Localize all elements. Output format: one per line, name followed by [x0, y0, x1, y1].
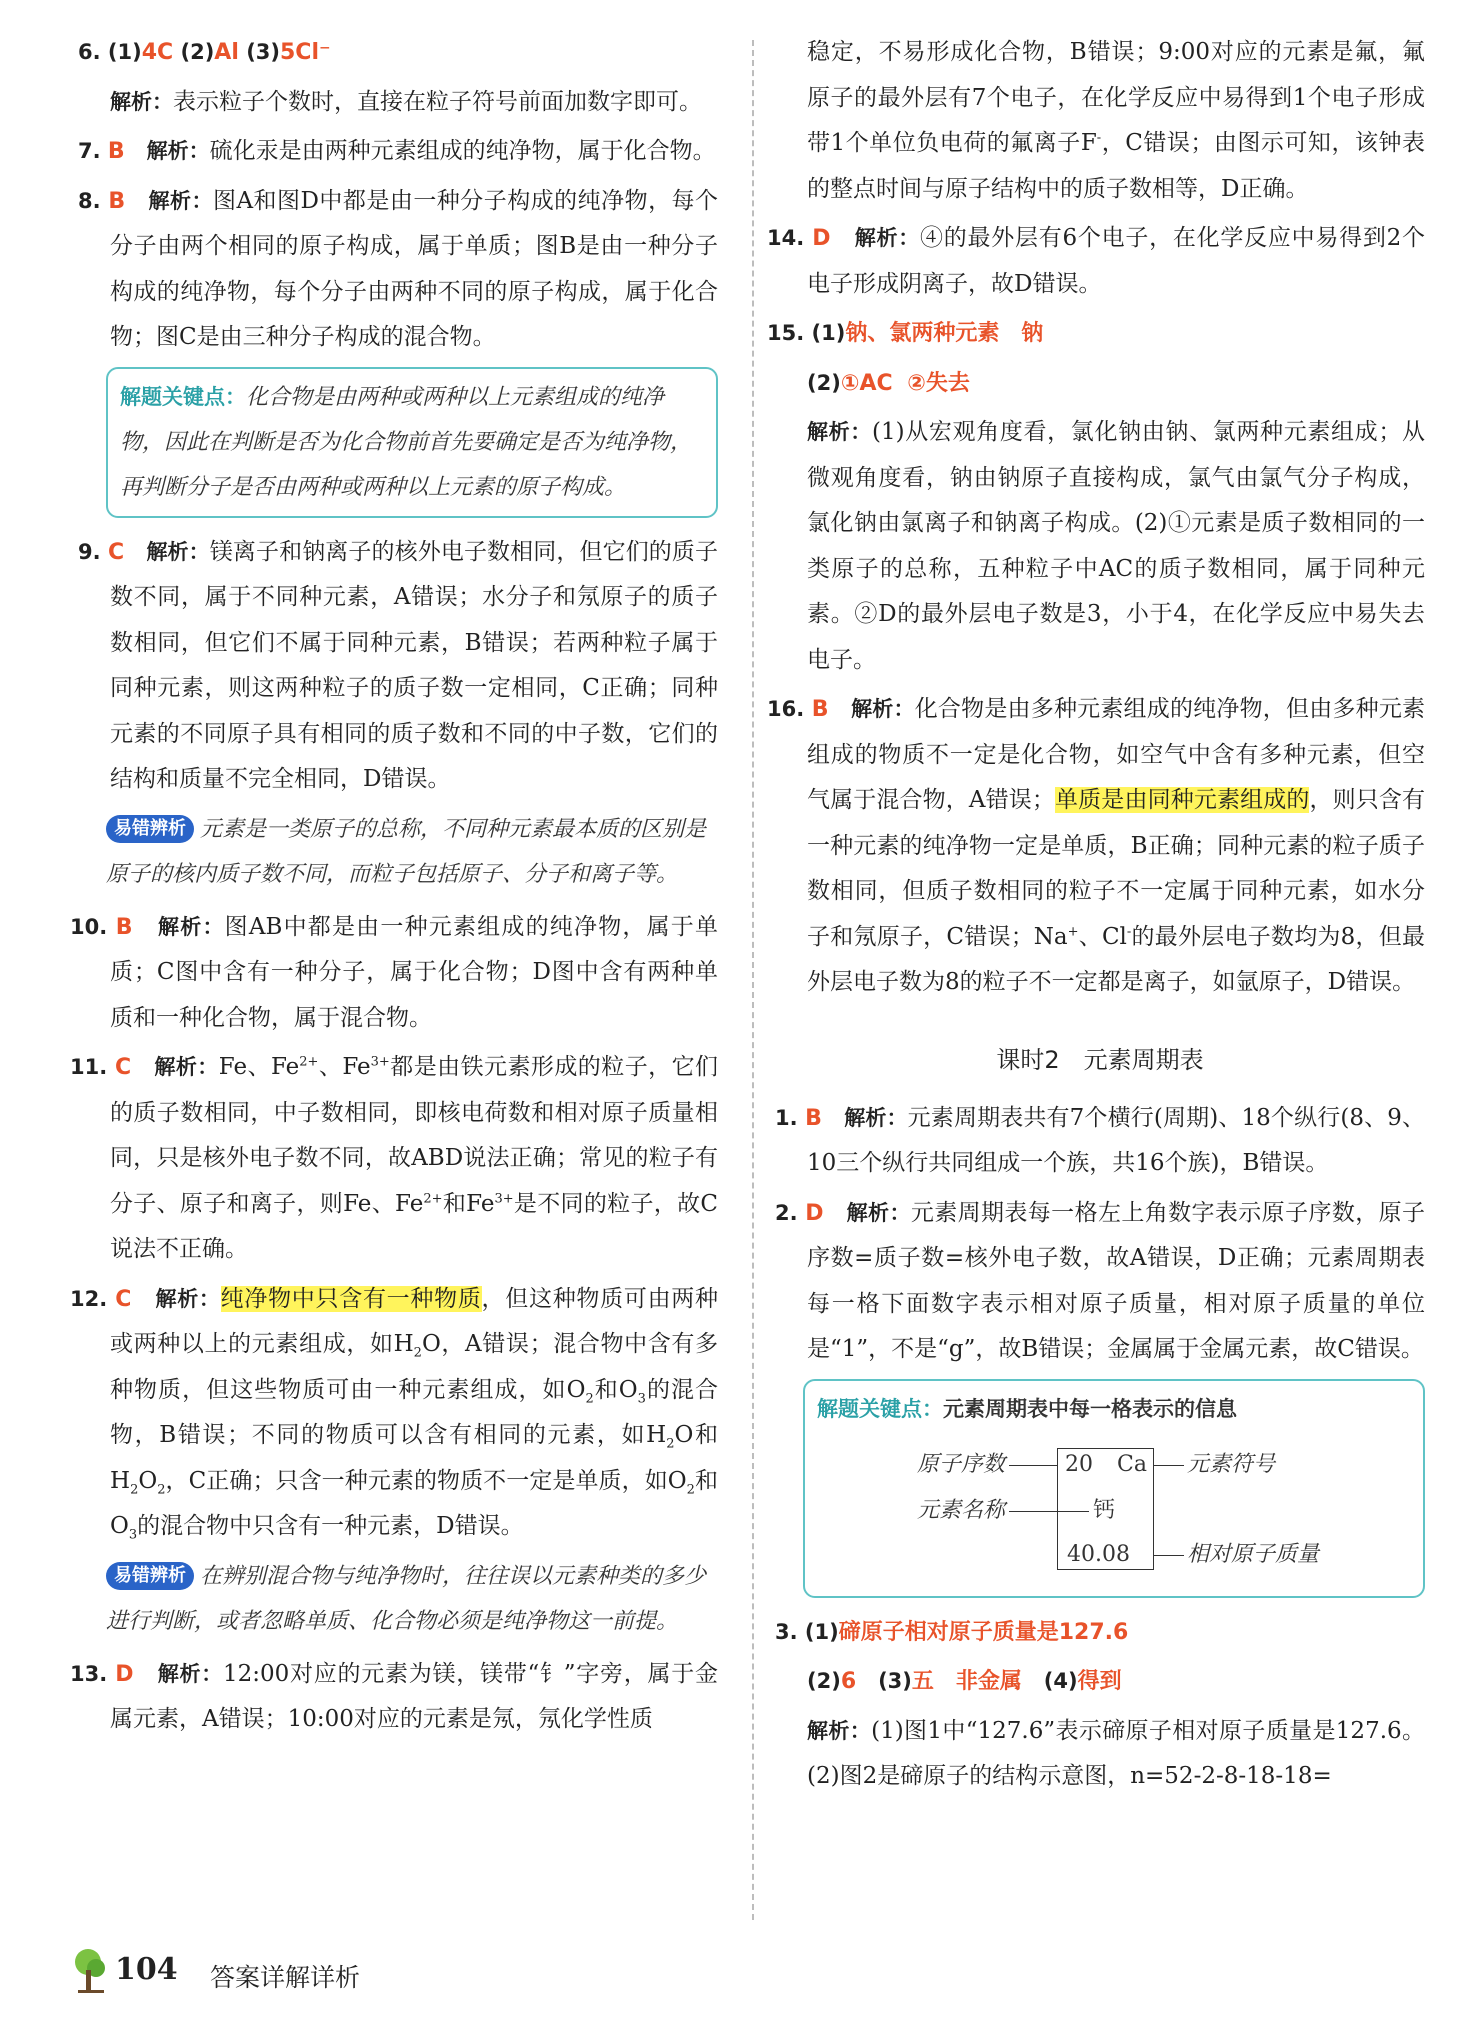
question-7: 7. B 解析：硫化汞是由两种元素组成的纯净物，属于化合物。: [78, 138, 716, 164]
element-symbol: Ca: [1117, 1451, 1147, 1477]
question-r3-explanation: 解析：(1)图1中“127.6”表示碲原子相对原子质量是127.6。(2)图2是碲原子的结构示意图，n=52-2-8-18-18=: [807, 1717, 1426, 1789]
error-analysis-badge: 易错辨析: [106, 1562, 194, 1590]
key-point-box: 解题关键点：化合物是由两种或两种以上元素组成的纯净物，因此在判断是否为化合物前首先要确定是否为纯净物，再判断分子是否由两种或两种以上元素的原子构成。: [106, 367, 718, 518]
key-point-box-periodic: 解题关键点：元素周期表中每一格表示的信息 原子序数 20 Ca 元素符号 元素名称 钙 40.08 相对原子质量: [803, 1379, 1425, 1598]
question-15-part-2: (2)①AC ②失去: [807, 370, 970, 396]
highlighted-text: 纯净物中只含有一种物质: [220, 1285, 482, 1312]
question-12: 12. C 解析：纯净物中只含有一种物质，但这种物质可由两种或两种以上的元素组成，如$H_2O$，A错误；混合物中含有多种物质，但这些物质可由一种元素组成，如$O_2$和$O_3$的混合物，B错误；不同的物质可以含有相同的元素，如$H_2O$和$H_2O_2$，C正确；只含一种元素的物质不一定是单质，如$O_2$和$O_3$的混合物中只含有一种元素，D错误。: [70, 1285, 719, 1543]
atomic-number-line: [1009, 1465, 1057, 1466]
mass-line: [1154, 1555, 1184, 1556]
question-r1: 1. B 解析：元素周期表共有7个横行(周期)、18个纵行(8、9、10三个纵行共同组成一个族，共16个族)，B错误。: [775, 1104, 1426, 1176]
question-9: 9. C 解析：镁离子和钠离子的核外电子数相同，但它们的质子数不同，属于不同种元素，A错误；水分子和氖原子的质子数相同，但它们不属于同种元素，B错误；若两种粒子属于同种元素，则这两种粒子的质子数一定相同，C正确；同种元素的不同原子具有相同的质子数和不同的中子数，它们的结构和质量不完全相同，D错误。: [78, 538, 719, 792]
relative-atomic-mass-label: 相对原子质量: [1187, 1541, 1320, 1567]
right-column: [767, 30, 1426, 1804]
question-11: 11. C 解析：Fe、$Fe^{2+}$、$Fe^{3+}$都是由铁元素形成的粒子，它们的质子数相同，中子数相同，即核电荷数和相对原子质量相同，只是核外电子数不同，故ABD说法正确；常见的粒子有分子、原子和离子，则Fe、$Fe^{2+}$和$Fe^{3+}$是不同的粒子，故C说法不正确。: [70, 1054, 719, 1262]
column-divider: [752, 40, 754, 1920]
element-name-label: 元素名称: [917, 1497, 1006, 1523]
question-r2: 2. D 解析：元素周期表每一格左上角数字表示原子序数，原子序数=质子数=核外电子数，故A错误，D正确；元素周期表每一格下面数字表示相对原子质量，相对原子质量的单位是“1”，不是“g”，故B错误；金属属于金属元素，故C错误。: [775, 1199, 1426, 1362]
periodic-cell-diagram: [817, 1440, 1411, 1590]
question-15-explanation: 解析：(1)从宏观角度看，氯化钠由钠、氯两种元素组成；从微观角度看，钠由钠原子直接构成，氯气由氯气分子构成，氯化钠由氯离子和钠离子构成。(2)①元素是质子数相同的一类原子的总称，五种粒子中AC的质子数相同，属于同种元素。②D的最外层电子数是3，小于4，在化学反应中易失去电子。: [807, 419, 1425, 673]
question-13-continued: 稳定，不易形成化合物，B错误；9:00对应的元素是氟，氟原子的最外层有7个电子，在化学反应中易得到1个电子形成带1个单位负电荷的氟离子F-，C错误；由图示可知，该钟表的整点时间与原子结构中的质子数相等，D正确。: [807, 39, 1425, 202]
footer-title: 答案详解详析: [210, 1963, 361, 1992]
atomic-number: 20: [1065, 1451, 1093, 1477]
element-name: 钙: [1093, 1497, 1116, 1523]
error-analysis-note: 易错辨析 元素是一类原子的总称，不同种元素最本质的区别是原子的核内质子数不同，而粒子包括原子、分子和离子等。: [106, 816, 707, 887]
question-r3-parts: (2)6 (3)五 非金属 (4)得到: [807, 1669, 1122, 1694]
question-8: 8. B 解析：图A和图D中都是由一种分子构成的纯净物，每个分子由两个相同的原子构成，属于单质；图B是由一种分子构成的纯净物，每个分子由两种不同的原子构成，属于化合物；图C是由三种分子构成的混合物。: [78, 187, 719, 350]
question-6-explanation: 解析：表示粒子个数时，直接在粒子符号前面加数字即可。: [110, 88, 702, 115]
left-column: [70, 30, 719, 1747]
page-number: 104: [115, 1952, 178, 1987]
question-6: 6. (1)4C (2)Al (3)5Cl⁻: [78, 40, 331, 65]
error-analysis-note-2: 易错辨析 在辨别混合物与纯净物时，往往误以元素种类的多少进行判断，或者忽略单质、化合物必须是纯净物这一前提。: [106, 1563, 707, 1634]
relative-atomic-mass: 40.08: [1067, 1541, 1130, 1567]
question-15: 15. (1)钠、氯两种元素 钠: [767, 321, 1044, 346]
highlighted-text: 单质是由同种元素组成的: [1054, 787, 1310, 813]
symbol-line: [1154, 1465, 1184, 1466]
question-r3: 3. (1)碲原子相对原子质量是127.6: [775, 1619, 1129, 1645]
question-13: 13. D 解析：12:00对应的元素为镁，镁带“钅”字旁，属于金属元素，A错误；10:00对应的元素是氖，氖化学性质: [70, 1660, 718, 1732]
question-14: 14. D 解析：④的最外层有6个电子，在化学反应中易得到2个电子形成阴离子，故D错误。: [767, 225, 1425, 297]
question-16: 16. B 解析：化合物是由多种元素组成的纯净物，但由多种元素组成的物质不一定是化合物，如空气中含有多种元素，但空气属于混合物，A错误；单质是由同种元素组成的，则只含有一种元素的纯净物一定是单质，B正确；同种元素的粒子质子数相同，但质子数相同的粒子不一定属于同种元素，如水分子和氖原子，C错误；Na+、Cl-的最外层电子数均为8，但最外层电子数为8的粒子不一定都是离子，如氩原子，D错误。: [767, 696, 1426, 995]
atomic-number-label: 原子序数: [917, 1451, 1006, 1477]
section-title: 课时2 元素周期表: [996, 1045, 1204, 1074]
element-symbol-label: 元素符号: [1187, 1451, 1276, 1477]
element-name-line: [1009, 1511, 1089, 1512]
tree-icon: [70, 1948, 110, 1994]
question-10: 10. B 解析：图AB中都是由一种元素组成的纯净物，属于单质；C图中含有一种分子，属于化合物；D图中含有两种单质和一种化合物，属于混合物。: [70, 913, 719, 1031]
error-analysis-badge: 易错辨析: [106, 815, 194, 843]
